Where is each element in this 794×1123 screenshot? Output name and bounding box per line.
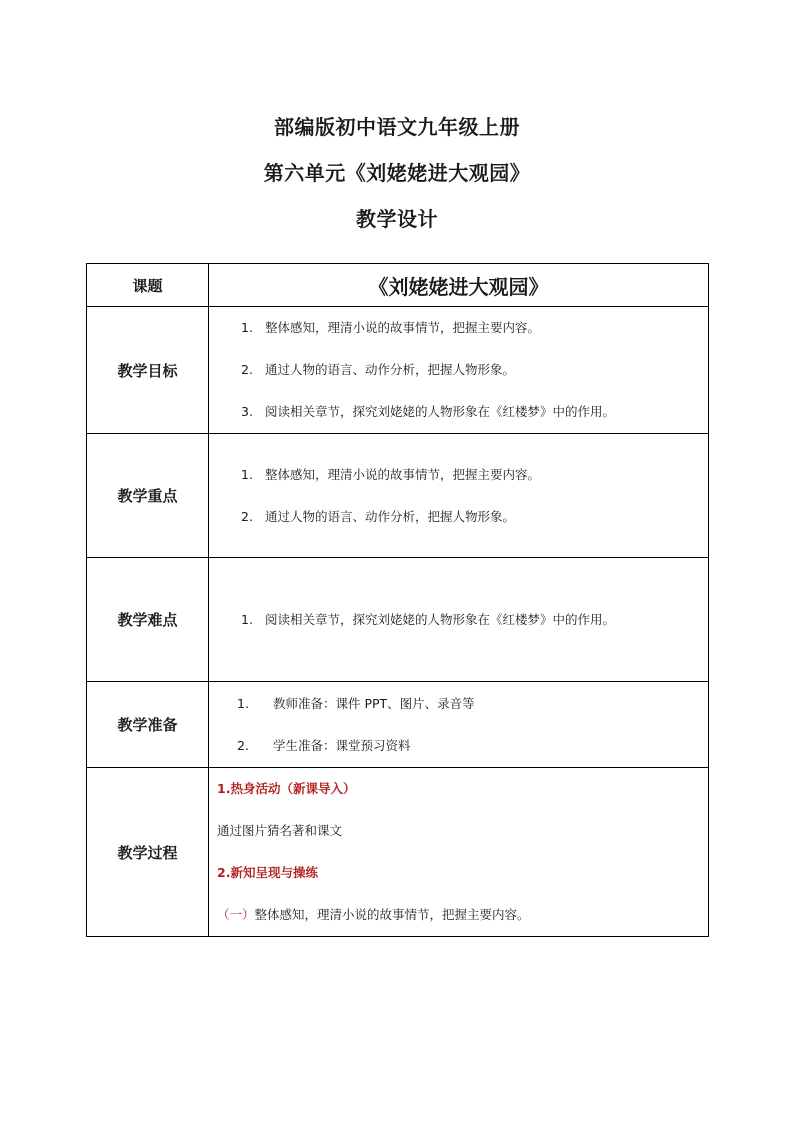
preparation-cell: [209, 682, 709, 768]
step2-heading: 2.新知呈现与操练: [217, 865, 318, 880]
document-header: [0, 104, 794, 242]
list-item: 2. 通过人物的语言、动作分析，把握人物形象。: [241, 362, 516, 377]
table-row-objectives: [87, 307, 709, 434]
sub-step-1: [217, 894, 700, 936]
key-points-label: 教学重点: [87, 434, 209, 558]
list-item: 1. 整体感知，理清小说的故事情节，把握主要内容。: [241, 466, 541, 482]
list-item: 2. 通过人物的语言、动作分析，把握人物形象。: [241, 508, 516, 524]
lesson-plan-table: [86, 263, 709, 937]
step1-heading: 1.热身活动（新课导入）: [217, 781, 356, 796]
difficulties-label: 教学难点: [87, 558, 209, 682]
process-content: [209, 768, 708, 936]
process-label: 教学过程: [87, 768, 209, 937]
objectives-list: [209, 307, 708, 433]
table-row-process: [87, 768, 709, 937]
course-title: 《刘姥姥进大观园》: [209, 264, 709, 307]
difficulties-cell: [209, 558, 709, 682]
list-item: 1. 整体感知，理清小说的故事情节，把握主要内容。: [241, 320, 541, 335]
sub-step-marker: （一）: [217, 907, 255, 922]
table-row-preparation: [87, 682, 709, 768]
table-row-topic: [87, 264, 709, 307]
difficulties-list: [209, 599, 708, 641]
list-item: 2. 学生准备：课堂预习资料: [237, 737, 411, 753]
list-item: 1. 阅读相关章节，探究刘姥姥的人物形象在《红楼梦》中的作用。: [241, 611, 616, 627]
objectives-label: 教学目标: [87, 307, 209, 434]
list-item: 3. 阅读相关章节，探究刘姥姥的人物形象在《红楼梦》中的作用。: [241, 404, 616, 419]
process-cell: [209, 768, 709, 937]
step1-text: 通过图片猜名著和课文: [217, 823, 343, 838]
key-points-list: [209, 454, 708, 538]
header-line-1: 部编版初中语文九年级上册: [274, 115, 520, 139]
topic-label: 课题: [87, 264, 209, 307]
table-row-key-points: [87, 434, 709, 558]
preparation-label: 教学准备: [87, 682, 209, 768]
objectives-cell: [209, 307, 709, 434]
preparation-list: [209, 683, 708, 767]
header-line-3: 教学设计: [356, 207, 438, 231]
header-line-2: 第六单元《刘姥姥进大观园》: [263, 161, 531, 185]
table-row-difficulties: [87, 558, 709, 682]
list-item: 1. 教师准备：课件 PPT、图片、录音等: [237, 695, 475, 711]
key-points-cell: [209, 434, 709, 558]
sub-step-text: 整体感知，理清小说的故事情节，把握主要内容。: [254, 907, 530, 922]
